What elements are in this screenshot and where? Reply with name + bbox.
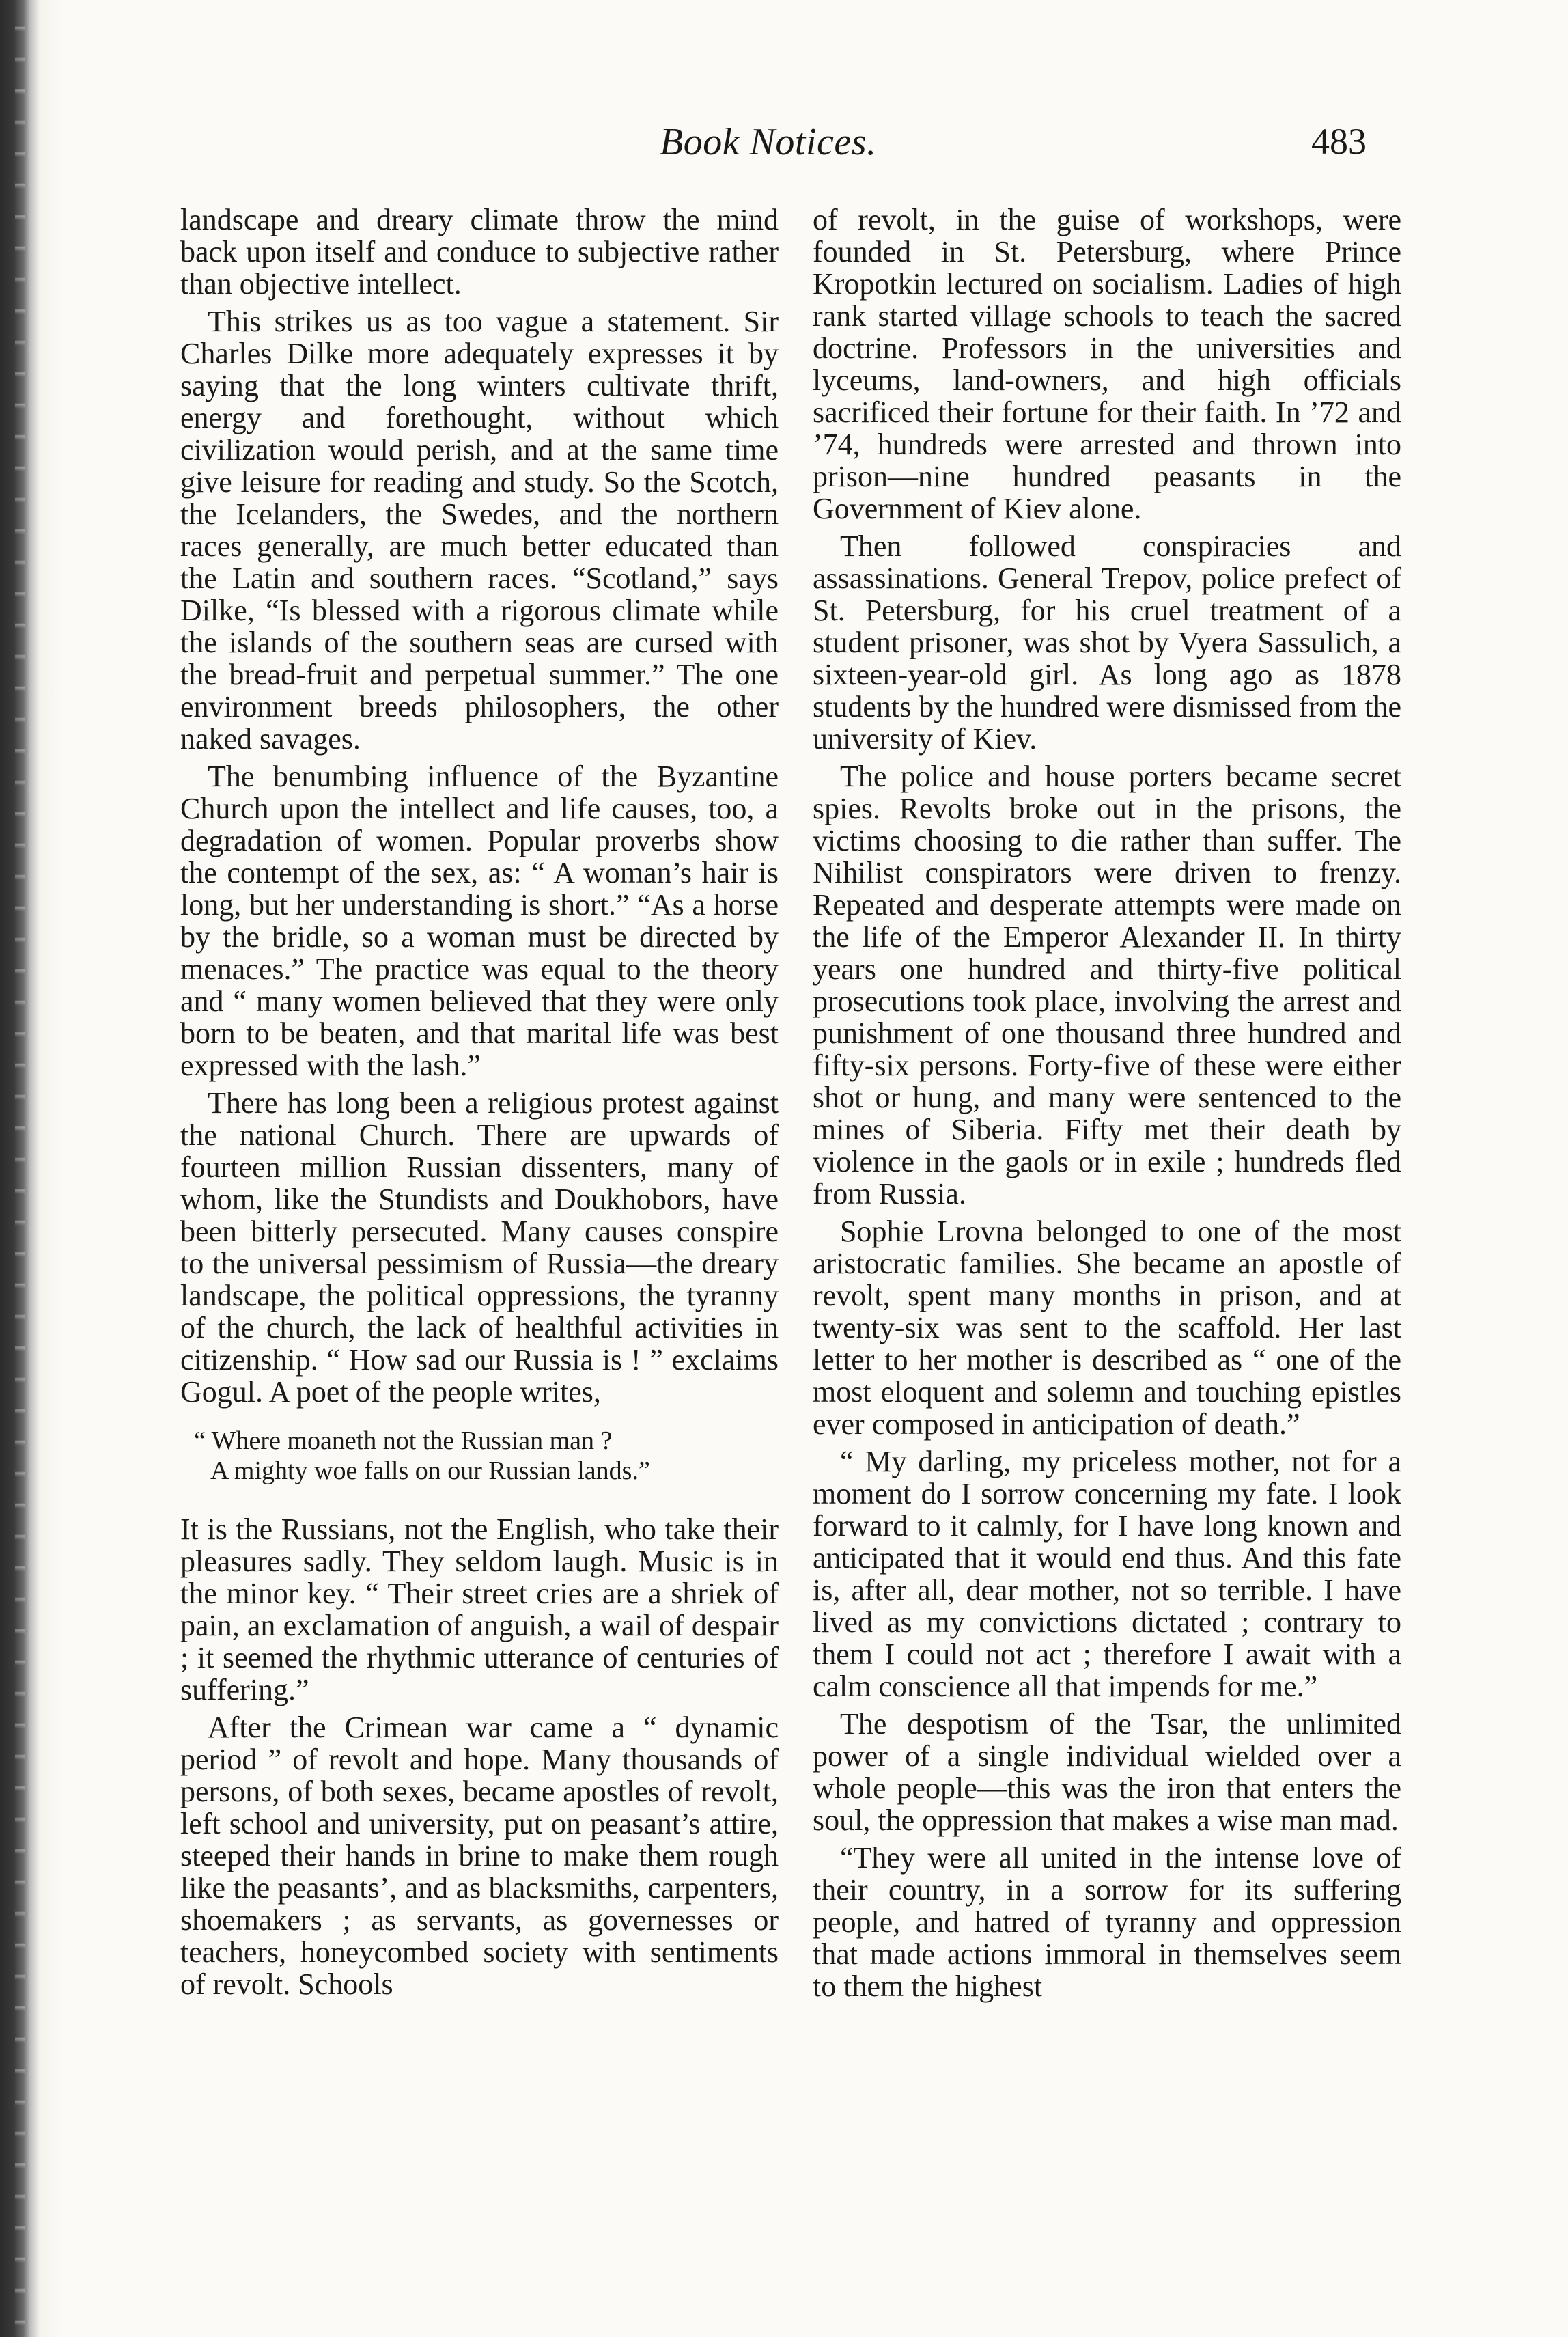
book-binding-edge [0, 0, 61, 2337]
paragraph: “They were all united in the intense love of their country, in a sorrow for its suffering people, and hatred of tyranny and oppression that made actions immoral in themselves seem to them the highest [813, 1841, 1401, 2003]
paragraph: The despotism of the Tsar, the unlimited power of a single individual wielded over a whole people—this was the iron that enters the soul, the oppression that makes a wise man mad. [813, 1707, 1401, 1837]
page-number: 483 [1311, 121, 1367, 162]
paragraph: landscape and dreary climate throw the mind back upon itself and conduce to subjective rather than objective intellect. [180, 203, 779, 301]
paragraph: It is the Russians, not the English, who take their pleasures sadly. They seldom laugh. Music is in the minor key. “ Their street cries are a shriek of pain, an exclamation of anguish, a wail of despair ; it seemed the rhythmic utterance of centuries of suffering.” [180, 1512, 779, 1706]
paragraph: There has long been a religious protest against the national Church. There are upwards of fourteen million Russian dissenters, many of whom, like the Stundists and Doukhobors, have been bitterly persecuted. Many causes conspire to the universal pessimism of Russia—the dreary landscape, the political oppressions, the tyranny of the church, the lack of healthful activities in citizenship. “ How sad our Russia is ! ” exclaims Gogul. A poet of the people writes, [180, 1086, 779, 1409]
verse-line: “ Where moaneth not the Russian man ? [194, 1426, 613, 1455]
page-header [0, 120, 1568, 168]
paragraph: The police and house porters became secret spies. Revolts broke out in the prisons, the victims choosing to die rather than suffer. The Nihilist conspirators were driven to frenzy. Repeated and desperate attempts were made on the life of the Emperor Alexander II. In thirty years one hundred and thirty-five political prosecutions took place, involving the arrest and punishment of one thousand three hundred and fifty-six persons. Forty-five of these were either shot or hung, and many were sentenced to the mines of Siberia. Fifty met their death by violence in the gaols or in exile ; hundreds fled from Russia. [813, 760, 1401, 1211]
paragraph: This strikes us as too vague a statement. Sir Charles Dilke more adequately expresses it by saying that the long winters cultivate thrift, energy and forethought, without which civilization would perish, and at the same time give leisure for reading and study. So the Scotch, the Icelanders, the Swedes, and the northern races generally, are much better educated than the Latin and southern races. “Scotland,” says Dilke, “Is blessed with a rigorous climate while the islands of the southern seas are cursed with the bread-fruit and perpetual summer.” The one environment breeds philosophers, the other naked savages. [180, 305, 779, 756]
verse-line: A mighty woe falls on our Russian lands.” [210, 1456, 650, 1485]
paragraph: Then followed conspiracies and assassinations. General Trepov, police prefect of St. Petersburg, for his cruel treatment of a student prisoner, was shot by Vyera Sassulich, a sixteen-year-old girl. As long ago as 1878 students by the hundred were dismissed from the university of Kiev. [813, 529, 1401, 756]
paragraph: “ My darling, my priceless mother, not for a moment do I sorrow concerning my fate. I look forward to it calmly, for I have long known and anticipated that it would end thus. And this fate is, after all, dear mother, not so terrible. I have lived as my convictions dictated ; contrary to them I could not act ; therefore I await with a calm conscience all that impends for me.” [813, 1445, 1401, 1703]
running-title: Book Notices. [660, 121, 877, 163]
paragraph: After the Crimean war came a “ dynamic period ” of revolt and hope. Many thousands of persons, of both sexes, became apostles of revolt, left school and university, put on peasant’s attire, steeped their hands in brine to make them rough like the peasants’, and as blacksmiths, carpenters, shoemakers ; as servants, as governesses or teachers, honeycombed society with sentiments of revolt. Schools [180, 1711, 779, 2001]
verse-quote [180, 1426, 779, 1486]
paragraph: The benumbing influence of the Byzantine Church upon the intellect and life causes, too, a degradation of women. Popular proverbs show the contempt of the sex, as: “ A woman’s hair is long, but her understanding is short.” “As a horse by the bridle, so a woman must be directed by menaces.” The practice was equal to the theory and “ many women believed that they were only born to be beaten, and that marital life was best expressed with the lash.” [180, 760, 779, 1082]
left-column [180, 204, 779, 2006]
paragraph: of revolt, in the guise of workshops, were founded in St. Petersburg, where Prince Kropotkin lectured on socialism. Ladies of high rank started village schools to teach the sacred doctrine. Professors in the universities and lyceums, land-owners, and high officials sacrificed their fortune for their faith. In ’72 and ’74, hundreds were arrested and thrown into prison—nine hundred peasants in the Government of Kiev alone. [813, 203, 1401, 525]
paragraph: Sophie Lrovna belonged to one of the most aristocratic families. She became an apostle of revolt, spent many months in prison, and at twenty-six was sent to the scaffold. Her last letter to her mother is described as “ one of the most eloquent and solemn and touching epistles ever composed in anticipation of death.” [813, 1215, 1401, 1441]
right-column [813, 204, 1401, 2008]
